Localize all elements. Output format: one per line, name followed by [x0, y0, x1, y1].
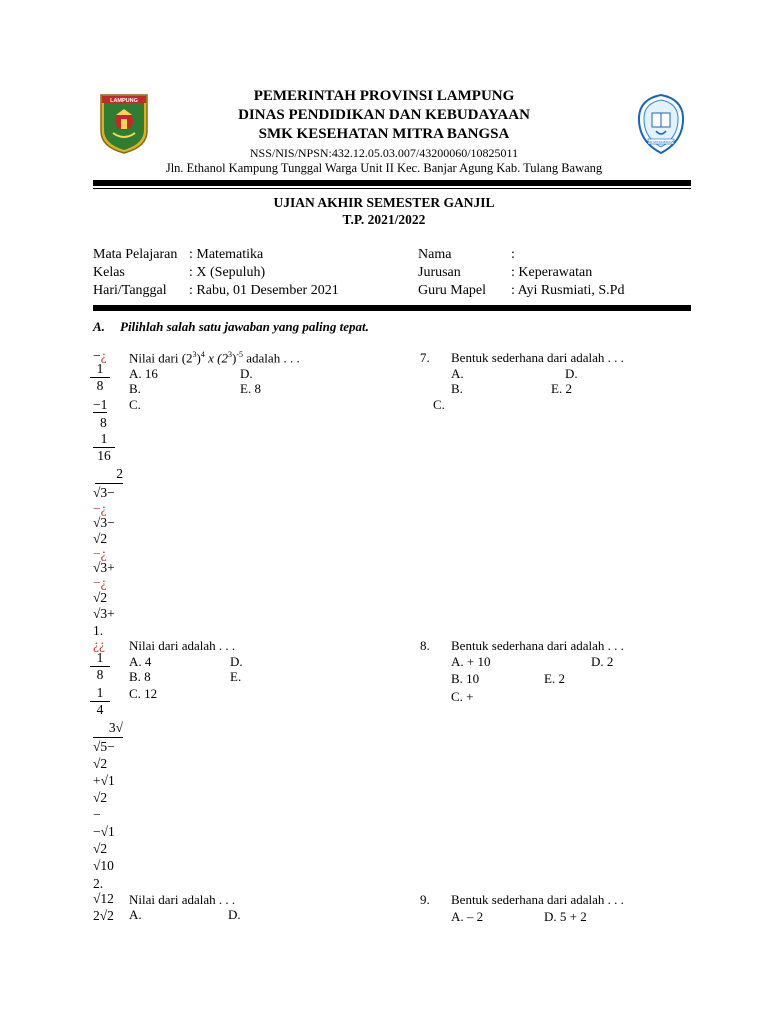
- info-value-subject: : Matematika: [189, 247, 264, 262]
- math-radical: √3+: [93, 560, 115, 575]
- header-department: DINAS PENDIDIKAN DAN KEBUDAYAAN: [238, 107, 530, 123]
- math-fraction: $\frac{1}{4}$: [90, 685, 110, 718]
- question-1-option-e[interactable]: E. 8: [240, 381, 261, 396]
- math-radical: √5−: [93, 739, 115, 754]
- svg-text:SMK MITRA BANGSA: SMK MITRA BANGSA: [646, 140, 676, 144]
- info-label-major: Jurusan: [418, 265, 461, 280]
- exam-title: UJIAN AKHIR SEMESTER GANJIL: [273, 195, 495, 210]
- math-radical: √2: [93, 531, 108, 546]
- question-2-option-e[interactable]: E.: [230, 669, 242, 684]
- math-fragment: 1.: [93, 623, 104, 638]
- math-radical: √2: [93, 590, 108, 605]
- math-radical: √3+: [93, 606, 115, 621]
- header-divider: [93, 180, 691, 186]
- question-7-option-b[interactable]: B.: [451, 381, 463, 396]
- header-address: Jln. Ethanol Kampung Tunggal Warga Unit II Kec. Banjar Agung Kab. Tulang Bawang: [165, 161, 603, 175]
- info-label-date: Hari/Tanggal: [93, 283, 167, 298]
- header-government: PEMERINTAH PROVINSI LAMPUNG: [253, 88, 515, 104]
- header-school: SMK KESEHATAN MITRA BANGSA: [258, 126, 510, 142]
- question-8-number: 8.: [420, 638, 430, 653]
- math-radical: √3−: [93, 485, 115, 500]
- math-fragment: ¿¿: [93, 637, 105, 652]
- info-label-subject: Mata Pelajaran: [93, 247, 178, 262]
- question-1-option-d[interactable]: D.: [240, 366, 253, 381]
- info-value-class: : X (Sepuluh): [189, 265, 266, 280]
- question-7-number: 7.: [420, 350, 430, 365]
- question-9-text: Bentuk sederhana dari adalah . . .: [451, 892, 624, 907]
- question-3-text: Nilai dari adalah . . .: [129, 892, 236, 907]
- question-1-text: Nilai dari $(2^3)^4$ x $(2^3)^{-5}$ adalah . . .: [129, 350, 300, 366]
- info-value-name: :: [511, 247, 515, 262]
- question-8-text: Bentuk sederhana dari adalah . . .: [451, 638, 624, 653]
- math-fraction: $\frac{1}{16}$: [93, 431, 115, 464]
- math-radical: +√1: [93, 773, 115, 788]
- question-7-option-a[interactable]: A.: [451, 366, 464, 381]
- math-fragment: 2.: [93, 876, 104, 891]
- question-3-option-a[interactable]: A.: [129, 907, 142, 922]
- math-radical: √2: [93, 790, 108, 805]
- math-radical: √2: [93, 756, 108, 771]
- math-radical: √12: [93, 891, 114, 906]
- math-radical: √2: [93, 841, 108, 856]
- section-instruction: Pilihlah salah satu jawaban yang paling tepat.: [120, 319, 369, 334]
- section-letter: A.: [93, 319, 105, 334]
- math-fragment: −1: [93, 397, 108, 412]
- math-fragment: −¿: [93, 348, 107, 363]
- question-1-option-b[interactable]: B.: [129, 381, 141, 396]
- question-2-option-c[interactable]: C. 12: [129, 686, 158, 701]
- info-value-major: : Keperawatan: [511, 265, 593, 280]
- info-label-teacher: Guru Mapel: [418, 283, 487, 298]
- info-value-date: : Rabu, 01 Desember 2021: [189, 283, 339, 298]
- info-label-name: Nama: [418, 247, 452, 262]
- question-7-option-c[interactable]: C.: [433, 397, 445, 412]
- question-2-text: Nilai dari adalah . . .: [129, 638, 236, 653]
- question-9-option-a[interactable]: A. – 2: [451, 909, 484, 924]
- math-fraction: $\frac{1}{8}$: [90, 650, 110, 683]
- question-7-option-e[interactable]: E. 2: [551, 381, 572, 396]
- question-9-number: 9.: [420, 892, 430, 907]
- question-2-option-a[interactable]: A. 4: [129, 654, 152, 669]
- info-label-class: Kelas: [93, 265, 125, 280]
- header-nss: NSS/NIS/NPSN:432.12.05.03.007/43200060/10825011: [249, 146, 519, 160]
- math-fraction: $\frac{1}{8}$: [90, 361, 110, 394]
- math-radical: −√1: [93, 824, 115, 839]
- question-8-option-e[interactable]: E. 2: [544, 671, 565, 686]
- question-8-option-d[interactable]: D. 2: [591, 654, 614, 669]
- question-1-option-c[interactable]: C.: [129, 397, 141, 412]
- svg-text:LAMPUNG: LAMPUNG: [110, 98, 138, 104]
- math-fragment: −¿: [93, 501, 107, 516]
- math-radical: 3√: [93, 721, 123, 738]
- question-7-option-d[interactable]: D.: [565, 366, 578, 381]
- math-fragment: −¿: [93, 575, 107, 590]
- question-8-option-a[interactable]: A. + 10: [451, 654, 491, 669]
- question-2-option-b[interactable]: B. 8: [129, 669, 151, 684]
- math-fragment: −: [93, 807, 101, 822]
- exam-year: T.P. 2021/2022: [342, 212, 426, 227]
- question-3-option-d[interactable]: D.: [228, 907, 241, 922]
- question-1-option-a[interactable]: A. 16: [129, 366, 158, 381]
- header-divider-thin: [93, 188, 691, 189]
- question-7-text: Bentuk sederhana dari adalah . . .: [451, 350, 624, 365]
- math-radical: √3−: [93, 515, 115, 530]
- math-radical: √10: [93, 858, 114, 873]
- info-divider: [93, 305, 691, 311]
- question-8-option-b[interactable]: B. 10: [451, 671, 480, 686]
- math-fragment: 2: [95, 467, 123, 484]
- math-radical: 2√2: [93, 908, 114, 923]
- question-2-option-d[interactable]: D.: [230, 654, 243, 669]
- info-value-teacher: : Ayi Rusmiati, S.Pd: [511, 283, 625, 298]
- math-fragment: 8: [100, 415, 107, 430]
- question-8-option-c[interactable]: C. +: [451, 689, 474, 704]
- question-9-option-d[interactable]: D. 5 + 2: [544, 909, 587, 924]
- math-fragment: −¿: [93, 546, 107, 561]
